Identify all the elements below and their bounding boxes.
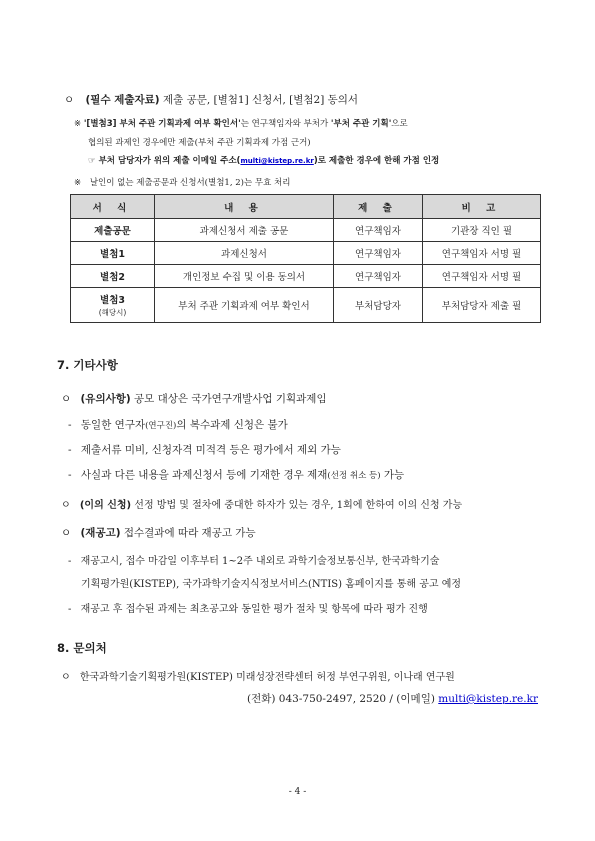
reannounce-sub-2	[68, 600, 428, 615]
bullet: ㅇ	[61, 500, 71, 511]
table-header-row	[71, 195, 541, 219]
cell-form: 별첨2	[71, 265, 155, 288]
cell-form: 별첨1	[71, 242, 155, 265]
required-docs-table	[70, 194, 541, 323]
note1-line1	[74, 117, 408, 129]
bullet: ㅇ	[61, 393, 72, 405]
table-row	[71, 288, 541, 323]
form-label: 별첨3	[100, 295, 125, 306]
cell-remark: 연구책임자 서명 필	[423, 265, 541, 288]
header-remark: 비 고	[423, 195, 541, 219]
reannounce-label: (재공고)	[80, 527, 121, 539]
reannounce-sub-1	[68, 552, 439, 567]
header-content: 내 용	[155, 195, 334, 219]
note-mark: ※	[74, 178, 82, 188]
note1-line3	[88, 154, 439, 166]
reannounce-sub-1-cont: 기획평가원(KISTEP), 국가과학기술지식정보서비스(NTIS) 홈페이지를 통해 공고 예정	[81, 579, 462, 590]
header-submitter: 제 출	[334, 195, 423, 219]
caution-line	[61, 391, 327, 406]
cell-remark: 부처담당자 제출 필	[423, 288, 541, 323]
caution-sub-1	[68, 417, 288, 432]
note1-bold: '[별첨3] 부처 주관 기획과제 여부 확인서'	[83, 119, 241, 129]
note1-line3-a: 부처 담당자가 위의 제출 이메일 주소(	[95, 156, 241, 166]
sub-text: 재공고 후 접수된 과제는 최초공고와 동일한 평가 절차 및 항목에 따라 평가 진행	[80, 604, 428, 615]
reannounce-line	[61, 525, 256, 540]
email-link[interactable]: multi@kistep.re.kr	[240, 157, 314, 165]
contact-org: 한국과학기술기획평가원(KISTEP) 미래성장전략센터 허정 부연구위원, 이나래 연구원	[79, 672, 455, 683]
note-mark: ※	[74, 119, 82, 129]
note2-line	[74, 176, 290, 188]
page-number: - 4 -	[288, 787, 307, 797]
bullet: ㅇ	[61, 527, 72, 539]
cell-content: 부처 주관 기획과제 여부 확인서	[155, 288, 334, 323]
pointing-hand-icon: ☞	[88, 156, 96, 166]
caution-sub-3	[68, 467, 404, 482]
note1-line2: 협의된 과제인 경우에만 제출(부처 주관 기획과제 가점 근거)	[88, 138, 311, 148]
note1-line3-b: )로 제출한 경우에 한해 가점 인정	[313, 156, 440, 166]
objection-line	[61, 496, 462, 511]
note1-text2: 으로	[391, 119, 408, 129]
cell-submitter: 연구책임자	[334, 219, 423, 242]
caution-text: 공모 대상은 국가연구개발사업 기획과제임	[130, 393, 327, 405]
dash: -	[68, 444, 72, 456]
table-row	[71, 219, 541, 242]
cell-submitter: 연구책임자	[334, 265, 423, 288]
cell-form	[71, 288, 155, 323]
contact-phone: (전화) 043-750-2497, 2520 / (이메일)	[246, 693, 439, 705]
dash: -	[68, 469, 72, 481]
caution-label: (유의사항)	[80, 393, 131, 405]
note2-text: 날인이 없는 제출공문과 신청서(별첨1, 2)는 무효 처리	[89, 178, 291, 188]
required-docs-line	[64, 92, 358, 107]
cell-form: 제출공문	[71, 219, 155, 242]
cell-submitter: 연구책임자	[334, 242, 423, 265]
dash: -	[68, 556, 72, 567]
dash: -	[68, 419, 72, 431]
table-row	[71, 265, 541, 288]
form-sublabel: (해당시)	[98, 308, 127, 317]
cell-remark: 기관장 직인 필	[423, 219, 541, 242]
cell-submitter: 부처담당자	[334, 288, 423, 323]
caution-sub-2	[68, 442, 341, 457]
cell-remark: 연구책임자 서명 필	[423, 242, 541, 265]
table-row	[71, 242, 541, 265]
required-docs-text: 제출 공문, [별첨1] 신청서, [별첨2] 동의서	[159, 94, 359, 106]
contact-line1	[61, 668, 455, 683]
bullet: ㅇ	[61, 672, 71, 683]
cell-content: 과제신청서	[155, 242, 334, 265]
objection-label: (이의 신청)	[79, 500, 132, 511]
sub-text: 재공고시, 접수 마감일 이후부터 1~2주 내외로 과학기술정보통신부, 한국과학기술	[80, 556, 440, 567]
required-docs-label: (필수 제출자료)	[85, 94, 160, 106]
sub-small: (선정 취소 등)	[327, 471, 381, 481]
note1-text: 는 연구책임자와 부처가	[240, 119, 331, 129]
bullet: ㅇ	[64, 94, 75, 106]
dash: -	[68, 604, 72, 615]
section8-title: 8. 문의처	[57, 641, 107, 655]
header-form: 서 식	[71, 195, 155, 219]
reannounce-text: 접수결과에 따라 재공고 가능	[120, 527, 256, 539]
objection-text: 선정 방법 및 절차에 중대한 하자가 있는 경우, 1회에 한하여 이의 신청 가능	[131, 500, 463, 511]
contact-line2	[247, 691, 538, 706]
cell-content: 과제신청서 제출 공문	[155, 219, 334, 242]
sub-text: 사실과 다른 내용을 과제신청서 등에 기재한 경우 제재	[80, 469, 328, 481]
section7-title: 7. 기타사항	[57, 358, 118, 372]
sub-text: 제출서류 미비, 신청자격 미적격 등은 평가에서 제외 가능	[80, 444, 341, 456]
contact-email-link[interactable]: multi@kistep.re.kr	[438, 693, 538, 705]
cell-content: 개인정보 수집 및 이용 동의서	[155, 265, 334, 288]
note1-bold2: '부처 주관 기획'	[330, 119, 392, 129]
sub-text2: 의 복수과제 신청은 불가	[176, 419, 288, 431]
sub-text2: 가능	[380, 469, 405, 481]
sub-text: 동일한 연구자	[80, 419, 146, 431]
sub-small: (연구진)	[145, 421, 177, 431]
